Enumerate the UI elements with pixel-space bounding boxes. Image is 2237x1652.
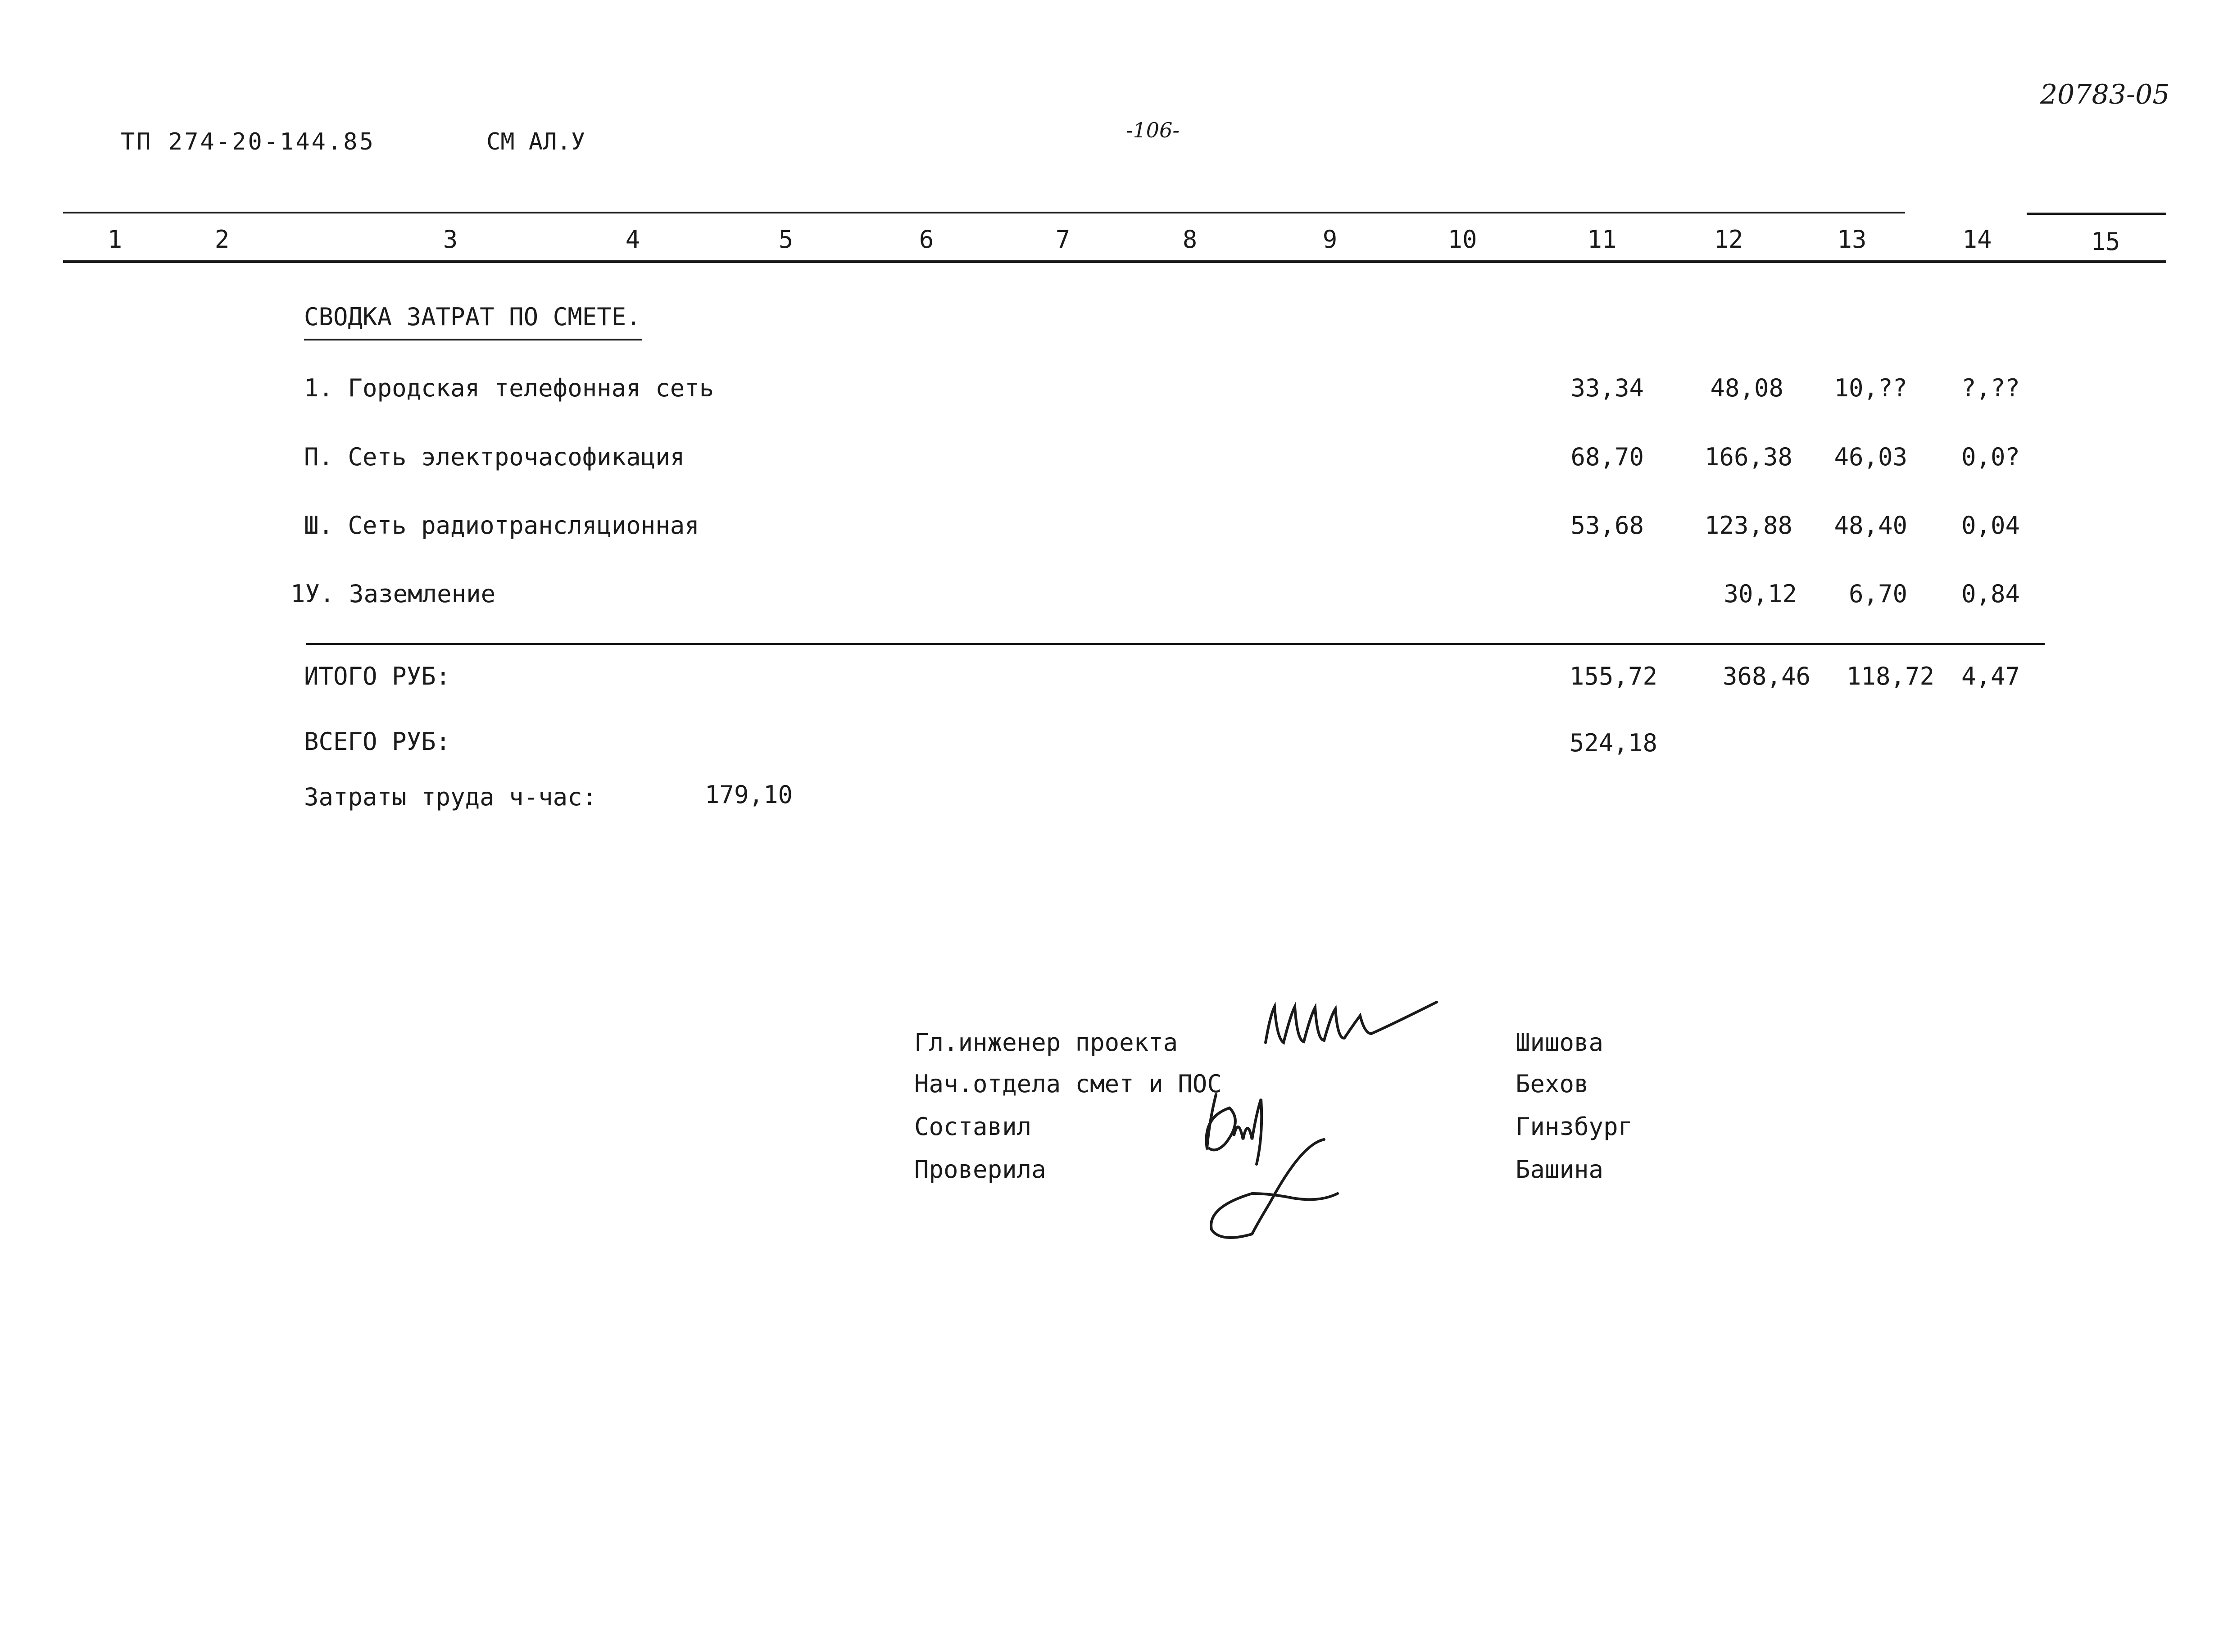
column-number: 14 <box>1962 225 1992 254</box>
cell-col13: 10,?? <box>1834 374 1907 402</box>
column-number: 2 <box>214 225 230 254</box>
header-bottom-rule <box>63 260 2166 263</box>
document-code: ТП 274-20-144.85 <box>121 128 375 155</box>
cell-col11: 33,34 <box>1570 374 1644 402</box>
document-suffix: СМ АЛ.У <box>486 128 585 155</box>
row-label: П. Сеть электрочасофикация <box>304 443 685 471</box>
column-number: 1 <box>107 225 123 254</box>
labor-value: 179,10 <box>704 781 793 809</box>
cell-col11: 68,70 <box>1570 443 1644 471</box>
summary-title-underline <box>304 339 642 340</box>
total-label: ИТОГО РУБ: <box>304 662 451 690</box>
column-number: 4 <box>625 225 640 254</box>
signature-role: Гл.инженер проекта <box>914 1028 1178 1057</box>
grand-total-value: 524,18 <box>1569 729 1657 757</box>
total-rule <box>306 643 2045 645</box>
labor-label: Затраты труда ч-час: <box>304 783 597 811</box>
cell-col12: 30,12 <box>1724 580 1797 608</box>
signature-name: Гинзбург <box>1516 1112 1633 1141</box>
column-number: 3 <box>443 225 458 254</box>
cell-col13: 48,40 <box>1834 511 1907 540</box>
column-number: 9 <box>1322 225 1338 254</box>
cell-col13: 6,70 <box>1848 580 1907 608</box>
cell-col14: 0,0? <box>1961 443 2020 471</box>
cell-col13: 46,03 <box>1834 443 1907 471</box>
signature-reviewer <box>1202 1126 1356 1243</box>
signature-role: Нач.отдела смет и ПОС <box>914 1070 1222 1098</box>
column-number: 5 <box>778 225 794 254</box>
row-label: Ш. Сеть радиотрансляционная <box>304 511 699 540</box>
cell-col14: 0,84 <box>1961 580 2020 608</box>
signature-role: Составил <box>914 1112 1032 1141</box>
cell-col14: 0,04 <box>1961 511 2020 540</box>
cell-col14: ?,?? <box>1961 374 2020 402</box>
column-number: 11 <box>1587 225 1617 254</box>
total-col11: 155,72 <box>1569 662 1657 690</box>
header-top-rule-end <box>2027 213 2166 215</box>
total-col14: 4,47 <box>1961 662 2020 690</box>
column-number: 10 <box>1447 225 1477 254</box>
signature-name: Башина <box>1516 1155 1604 1184</box>
column-number: 7 <box>1055 225 1071 254</box>
cell-col12: 48,08 <box>1710 374 1783 402</box>
column-number: 8 <box>1182 225 1198 254</box>
row-label: 1. Городская телефонная сеть <box>304 374 714 402</box>
column-number: 12 <box>1714 225 1743 254</box>
signature-chief-engineer <box>1257 989 1446 1061</box>
page-number: -106- <box>1126 118 1180 142</box>
cell-col11: 53,68 <box>1570 511 1644 540</box>
column-number: 6 <box>919 225 934 254</box>
column-number: 15 <box>2091 227 2120 256</box>
summary-title: СВОДКА ЗАТРАТ ПО СМЕТЕ. <box>304 303 641 331</box>
signature-role: Проверила <box>914 1155 1046 1184</box>
cell-col12: 166,38 <box>1704 443 1792 471</box>
signature-name: Бехов <box>1516 1070 1589 1098</box>
grand-total-label: ВСЕГО РУБ: <box>304 727 451 756</box>
signature-name: Шишова <box>1516 1028 1604 1057</box>
header-top-rule <box>63 212 1905 213</box>
cell-col12: 123,88 <box>1704 511 1792 540</box>
total-col13: 118,72 <box>1846 662 1934 690</box>
total-col12: 368,46 <box>1722 662 1810 690</box>
row-label: 1У. Заземление <box>290 580 496 608</box>
column-number: 13 <box>1837 225 1867 254</box>
archive-number: 20783-05 <box>2040 79 2170 110</box>
